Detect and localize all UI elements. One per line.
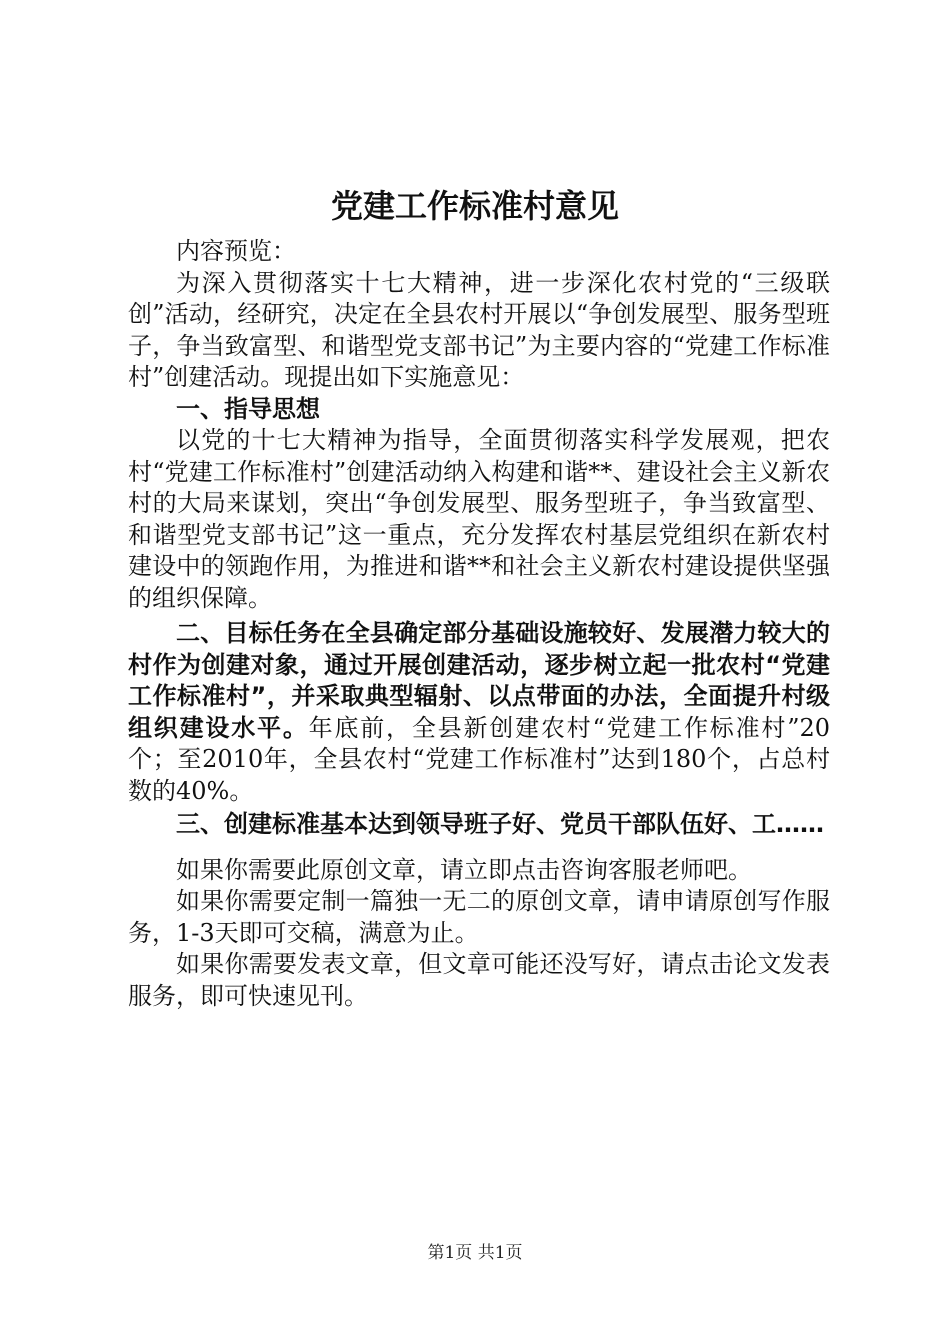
document-body — [128, 236, 830, 1012]
preview-label: 内容预览： — [176, 237, 296, 265]
page-footer: 第1页 共1页 — [427, 1243, 523, 1263]
section2-bold-text: 二、目标任务在全县确定部分基础设施较好、发展潜力较大的村作为创建对象，通过开展创建活动，逐步树立起一批农村“党建工作标准村”，并采取典型辐射、以点带面的办法，全面提升村级组织建设水平。 — [128, 619, 830, 742]
intro-paragraph: 为深入贯彻落实十七大精神，进一步深化农村党的“三级联创”活动，经研究，决定在全县农村开展以“争创发展型、服务型班子，争当致富型、和谐型党支部书记”为主要内容的“党建工作标准村”创建活动。现提出如下实施意见： — [128, 268, 830, 391]
ad-consult-link[interactable]: 如果你需要此原创文章，请立即点击咨询客服老师吧。 — [176, 855, 752, 884]
section2-paragraph — [128, 618, 830, 807]
section1-paragraph: 以党的十七大精神为指导，全面贯彻落实科学发展观，把农村“党建工作标准村”创建活动纳入构建和谐**、建设社会主义新农村的大局来谋划，突出“争创发展型、服务型班子，争当致富型、和谐型党支部书记”这一重点，充分发挥农村基层党组织在新农村建设中的领跑作用，为推进和谐**和社会主义新农村建设提供坚强的组织保障。 — [128, 426, 830, 612]
document-title: 党建工作标准村意见 — [330, 187, 619, 225]
ad-custom-writing-link[interactable]: 如果你需要定制一篇独一无二的原创文章，请申请原创写作服务，1-3天即可交稿，满意为止。 — [128, 887, 830, 947]
section2-text: 年底前，全县新创建农村“党建工作标准村”20个；至2010年，全县农村“党建工作标准村”达到180个，占总村数的40%。 — [128, 713, 831, 805]
section3-paragraph: 三、创建标准基本达到领导班子好、党员干部队伍好、工…… — [176, 810, 824, 838]
section1-heading: 一、指导思想 — [176, 394, 320, 423]
ad-publish-link[interactable]: 如果你需要发表文章，但文章可能还没写好，请点击论文发表服务，即可快速见刊。 — [128, 950, 830, 1010]
